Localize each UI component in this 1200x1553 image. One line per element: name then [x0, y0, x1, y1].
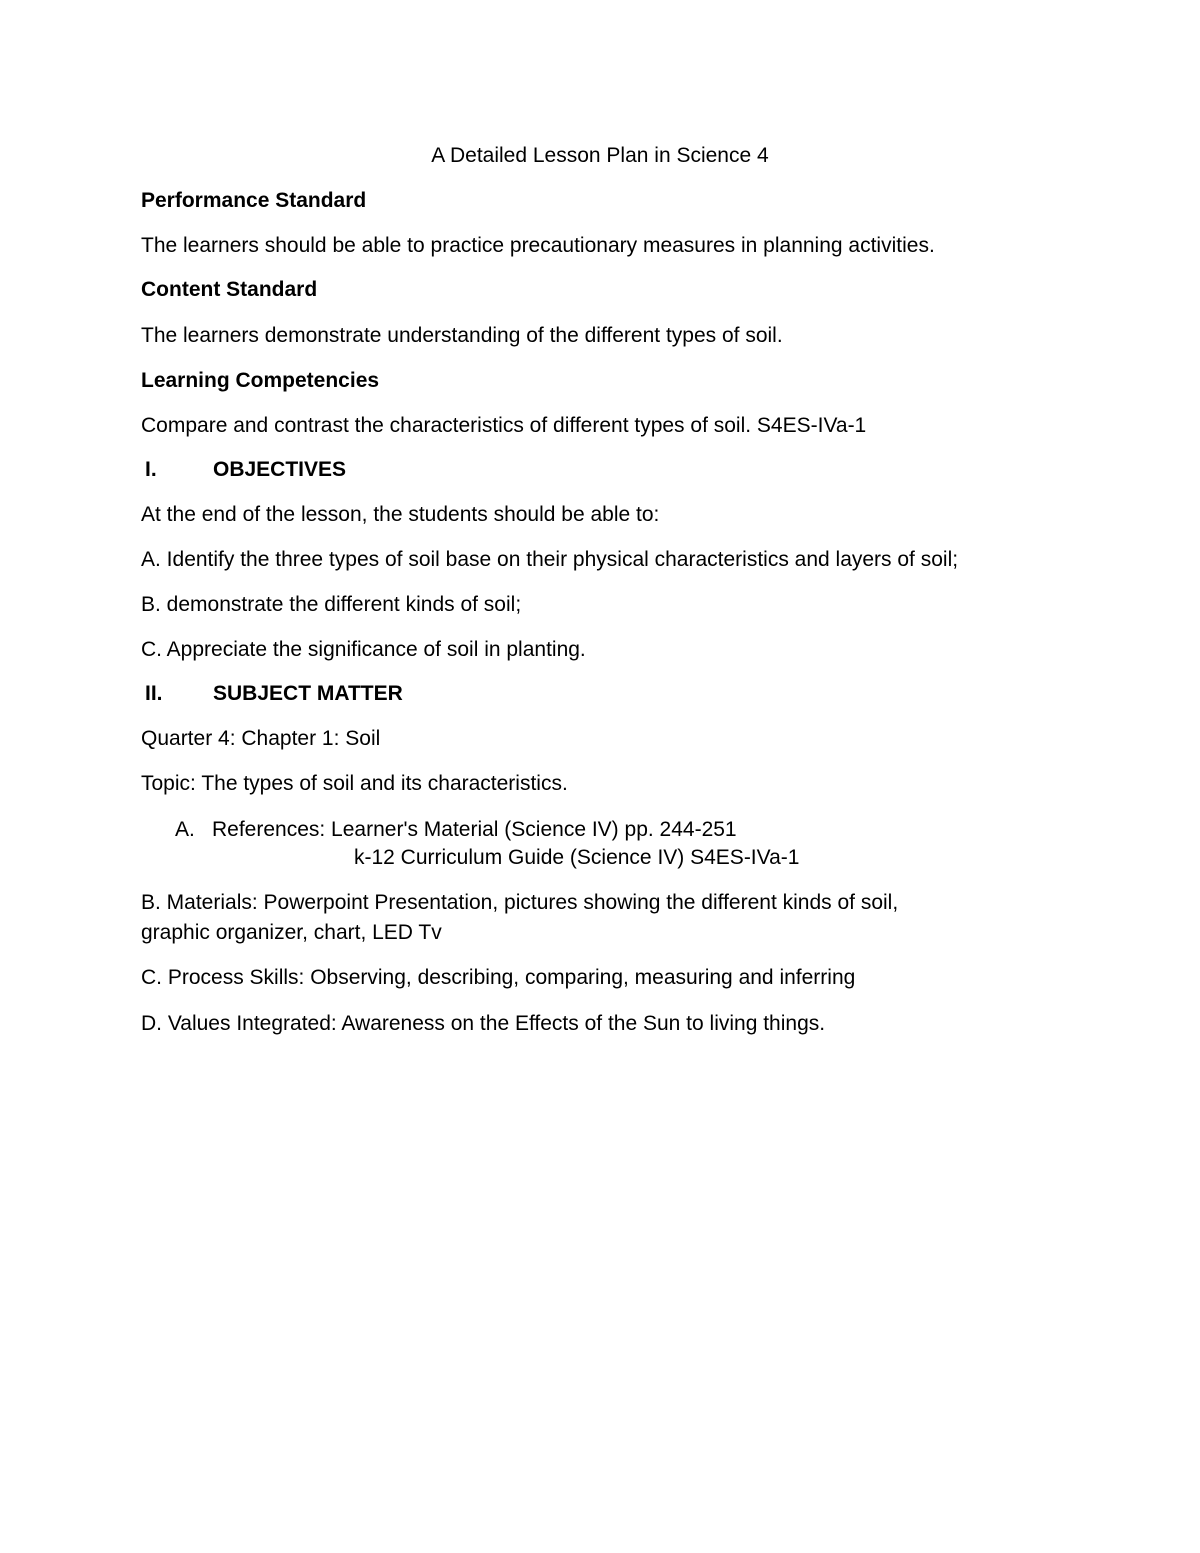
- objectives-numeral: I.: [145, 458, 157, 481]
- performance-standard-text: The learners should be able to practice precautionary measures in planning activities.: [141, 234, 935, 257]
- content-standard-text: The learners demonstrate understanding of the different types of soil.: [141, 324, 783, 347]
- references-line: [175, 817, 737, 843]
- materials-line-1: B. Materials: Powerpoint Presentation, pictures showing the different kinds of soil,: [141, 891, 899, 914]
- process-skills: C. Process Skills: Observing, describing, comparing, measuring and inferring: [141, 966, 856, 989]
- subject-matter-numeral: II.: [145, 682, 163, 705]
- performance-standard-heading: Performance Standard: [141, 189, 367, 212]
- subject-matter-topic: Topic: The types of soil and its characteristics.: [141, 772, 568, 795]
- subject-matter-heading: SUBJECT MATTER: [213, 682, 403, 705]
- learning-competencies-text: Compare and contrast the characteristics of different types of soil. S4ES-IVa-1: [141, 414, 867, 437]
- materials-line-2: graphic organizer, chart, LED Tv: [141, 921, 442, 944]
- references-marker: A.: [175, 818, 195, 841]
- objective-item: C. Appreciate the significance of soil in planting.: [141, 638, 586, 661]
- objectives-heading: OBJECTIVES: [213, 458, 347, 481]
- subject-matter-heading-line: [141, 681, 403, 707]
- objective-item: B. demonstrate the different kinds of soil;: [141, 593, 522, 616]
- references-continuation: k-12 Curriculum Guide (Science IV) S4ES-IVa-1: [354, 846, 800, 869]
- document-title: A Detailed Lesson Plan in Science 4: [431, 144, 769, 167]
- objectives-intro: At the end of the lesson, the students should be able to:: [141, 503, 660, 526]
- objective-item: A. Identify the three types of soil base on their physical characteristics and layers of soil;: [141, 548, 959, 571]
- values-integrated: D. Values Integrated: Awareness on the Effects of the Sun to living things.: [141, 1012, 826, 1035]
- references-text: References: Learner's Material (Science IV) pp. 244-251: [212, 818, 737, 841]
- content-standard-heading: Content Standard: [141, 278, 318, 301]
- learning-competencies-heading: Learning Competencies: [141, 369, 380, 392]
- objectives-heading-line: [141, 457, 346, 483]
- subject-matter-quarter: Quarter 4: Chapter 1: Soil: [141, 727, 381, 750]
